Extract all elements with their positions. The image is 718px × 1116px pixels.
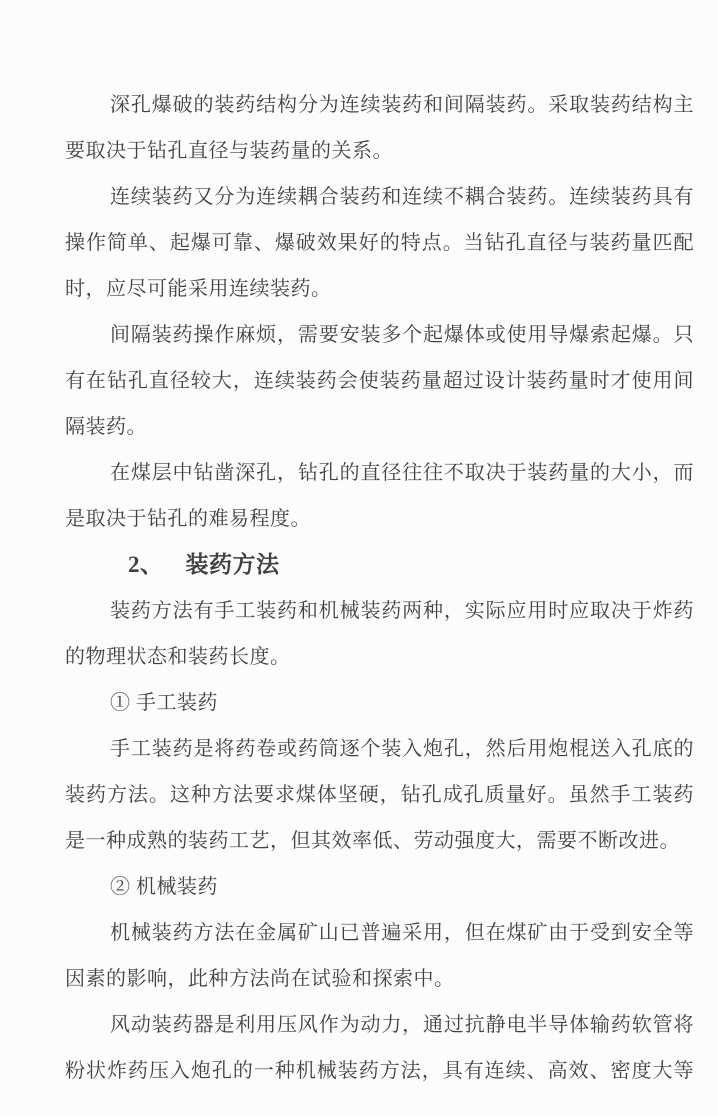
heading-title: 装药方法 (185, 552, 280, 577)
subitem-line: ② 机械装药 (110, 876, 218, 898)
paragraph-line: 有在钻孔直径较大，连续装药会使装药量超过设计装药量时才使用间 (65, 370, 694, 392)
paragraph-line: 时，应尽可能采用连续装药。 (65, 278, 332, 300)
paragraph-line: 装药方法。这种方法要求煤体坚硬，钻孔成孔质量好。虽然手工装药 (65, 784, 694, 806)
paragraph-line: 间隔装药操作麻烦，需要安装多个起爆体或使用导爆索起爆。只 (110, 324, 694, 346)
paragraph-line: 是一种成熟的装药工艺，但其效率低、劳动强度大，需要不断改进。 (65, 830, 680, 852)
paragraph-line: 机械装药方法在金属矿山已普遍采用，但在煤矿由于受到安全等 (110, 922, 694, 944)
heading-number: 2、 (128, 552, 164, 577)
paragraph-line: 是取决于钻孔的难易程度。 (65, 508, 311, 530)
section-heading (65, 542, 694, 588)
paragraph-line: 手工装药是将药卷或药筒逐个装入炮孔，然后用炮棍送入孔底的 (110, 738, 694, 760)
paragraph-line: 因素的影响，此种方法尚在试验和探索中。 (65, 968, 455, 990)
paragraph-line: 操作简单、起爆可靠、爆破效果好的特点。当钻孔直径与装药量匹配 (65, 232, 694, 254)
paragraph-line: 风动装药器是利用压风作为动力，通过抗静电半导体输药软管将 (110, 1014, 694, 1036)
document-body (65, 82, 694, 1094)
paragraph-line: 要取决于钻孔直径与装药量的关系。 (65, 140, 393, 162)
paragraph-line: 深孔爆破的装药结构分为连续装药和间隔装药。采取装药结构主 (110, 94, 694, 116)
paragraph-line: 隔装药。 (65, 416, 147, 438)
paragraph-line: 连续装药又分为连续耦合装药和连续不耦合装药。连续装药具有 (110, 186, 694, 208)
paragraph-line: 粉状炸药压入炮孔的一种机械装药方法，具有连续、高效、密度大等 (65, 1060, 694, 1082)
subitem-line: ① 手工装药 (110, 692, 218, 714)
paragraph-line: 在煤层中钻凿深孔，钻孔的直径往往不取决于装药量的大小，而 (110, 462, 694, 484)
paragraph-line: 装药方法有手工装药和机械装药两种，实际应用时应取决于炸药 (110, 600, 694, 622)
paragraph-line: 的物理状态和装药长度。 (65, 646, 291, 668)
